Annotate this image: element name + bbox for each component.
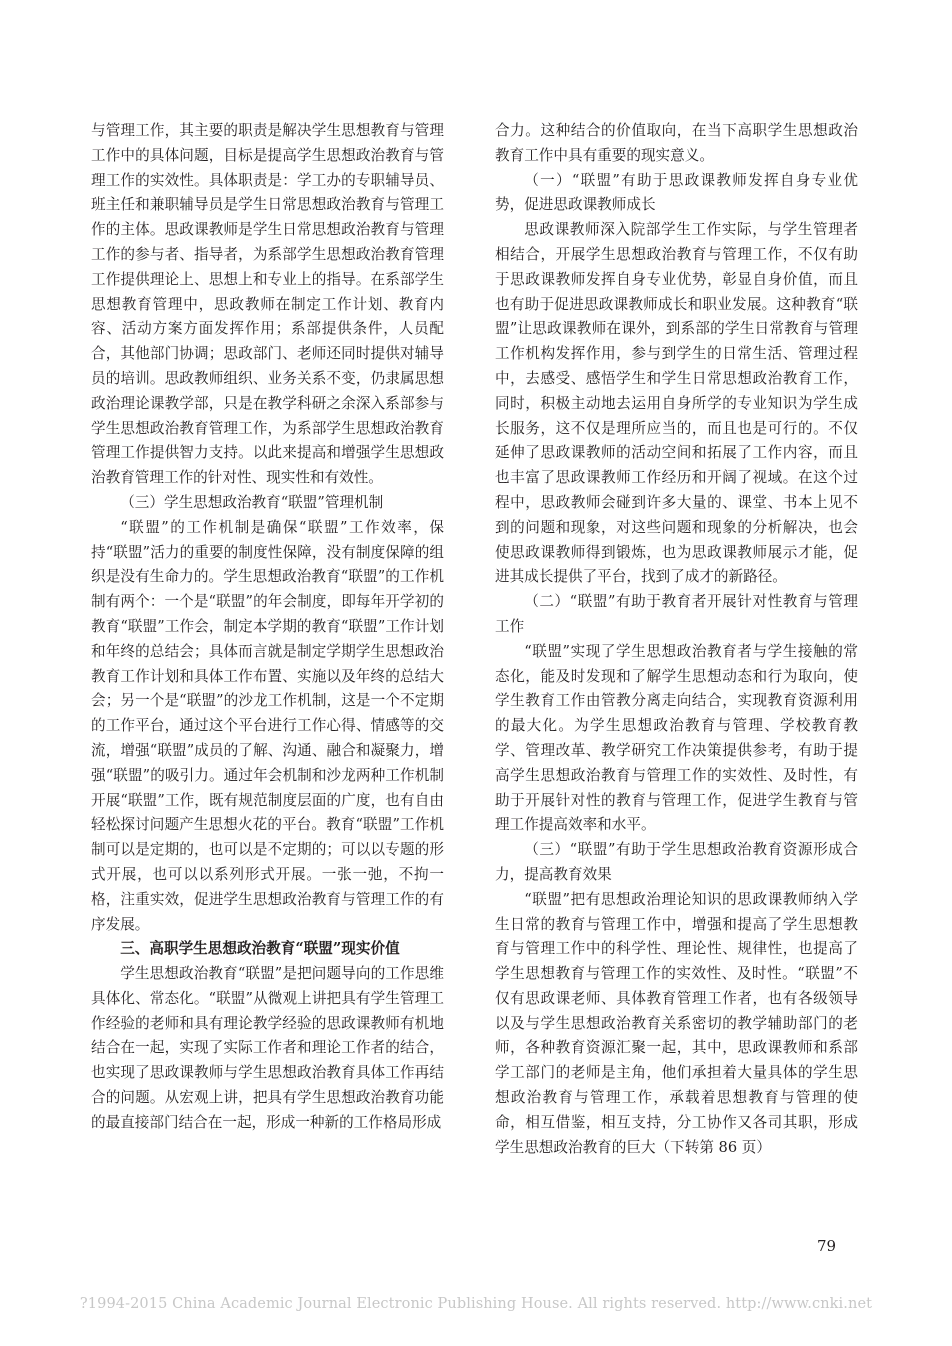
left-column <box>91 119 444 1136</box>
right-column <box>495 119 858 1160</box>
paragraph: “联盟”把有思想政治理论知识的思政课教师纳入学生日常的教育与管理工作中，增强和提高了学生思想教育与管理工作中的科学性、理论性、规律性，也提高了学生思想教育与管理工作的实效性、及时性。“联盟”不仅有思政课老师、具体教育管理工作者，也有各级领导以及与学生思想政治教育关系密切的教学辅助部门的老师，各种教育资源汇聚一起，其中，思政课教师和系部学工部门的老师是主角，他们承担着大量具体的学生思想政治教育与管理工作，承载着思想教育与管理的使命，相互借鉴，相互支持，分工协作又各司其职，形成学生思想政治教育的巨大（下转第 86 页） <box>495 890 858 1156</box>
page-number: 79 <box>817 1237 837 1255</box>
subheading: （三）“联盟”有助于学生思想政治教育资源形成合力，提高教育效果 <box>495 841 858 883</box>
paragraph: “联盟”实现了学生思想政治教育者与学生接触的常态化，能及时发现和了解学生思想动态和行为取向，使学生教育工作由管教分离走向结合，实现教育资源利用的最大化。为学生思想政治教育与管理、学校教育教学、管理改革、教学研究工作决策提供参考，有助于提高学生思想政治教育与管理工作的实效性、及时性，有助于开展针对性的教育与管理工作，促进学生教育与管理工作提高效率和水平。 <box>495 642 858 834</box>
section-heading: 三、高职学生思想政治教育“联盟”现实价值 <box>120 940 400 958</box>
paragraph: 与管理工作，其主要的职责是解决学生思想教育与管理工作中的具体问题，目标是提高学生思想政治教育与管理工作的实效性。具体职责是：学工办的专职辅导员、班主任和兼职辅导员是学生日常思想政治教育与管理工作的主体。思政课教师是学生日常思想政治教育与管理工作的参与者、指导者，为系部学生思想政治教育管理工作提供理论上、思想上和专业上的指导。在系部学生思想教育管理中，思政教师在制定工作计划、教育内容、活动方案方面发挥作用；系部提供条件，人员配合，其他部门协调；思政部门、老师还同时提供对辅导员的培训。思政教师组织、业务关系不变，仍隶属思想政治理论课教学部，只是在教学科研之余深入系部参与学生思想政治教育管理工作，为系部学生思想政治教育管理工作提供智力支持。以此来提高和增强学生思想政治教育管理工作的针对性、现实性和有效性。 <box>91 122 444 487</box>
paragraph: 思政课教师深入院部学生工作实际，与学生管理者相结合，开展学生思想政治教育与管理工作，不仅有助于思政课教师发挥自身专业优势，彰显自身价值，而且也有助于促进思政课教师成长和职业发展。这种教育“联盟”让思政课教师在课外，到系部的学生日常教育与管理工作机构发挥作用，参与到学生的日常生活、管理过程中，去感受、感悟学生和学生日常思想政治教育工作，同时，积极主动地去运用自身所学的专业知识为学生成长服务，这不仅是理所应当的，而且也是可行的。不仅延伸了思政课教师的活动空间和拓展了工作内容，而且也丰富了思政课教师工作经历和开阔了视域。在这个过程中，思政教师会碰到许多大量的、课堂、书本上见不到的问题和现象，对这些问题和现象的分析解决，也会使思政课教师得到锻炼，也为思政课教师展示才能，促进其成长提供了平台，找到了成才的新路径。 <box>495 221 858 586</box>
subheading: （二）“联盟”有助于教育者开展针对性教育与管理工作 <box>495 593 858 635</box>
subheading: （一）“联盟”有助于思政课教师发挥自身专业优势，促进思政课教师成长 <box>495 171 858 214</box>
footer-copyright: ?1994-2015 China Academic Journal Electronic Publishing House. All rights reserved. http://www.cnki.net <box>79 1296 873 1312</box>
paragraph: “联盟”的工作机制是确保“联盟”工作效率，保持“联盟”活力的重要的制度性保障，没有制度保障的组织是没有生命力的。学生思想政治教育“联盟”的工作机制有两个：一个是“联盟”的年会制度，即每年开学初的教育“联盟”工作会，制定本学期的教育“联盟”工作计划和年终的总结会；具体而言就是制定学期学生思想政治教育工作计划和具体工作布置、实施以及年终的总结大会；另一个是“联盟”的沙龙工作机制，这是一个不定期的工作平台，通过这个平台进行工作心得、情感等的交流，增强“联盟”成员的了解、沟通、融合和凝聚力，增强“联盟”的吸引力。通过年会机制和沙龙两种工作机制开展“联盟”工作，既有规范制度层面的广度，也有自由轻松探讨问题产生思想火花的平台。教育“联盟”工作机制可以是定期的，也可以是不定期的；可以以专题的形式开展，也可以以系列形式开展。一张一弛，不拘一格，注重实效，促进学生思想政治教育与管理工作的有序发展。 <box>91 518 444 933</box>
paragraph: 学生思想政治教育“联盟”是把问题导向的工作思维具体化、常态化。“联盟”从微观上讲把具有学生管理工作经验的老师和具有理论教学经验的思政课教师有机地结合在一起，实现了实际工作者和理论工作者的结合，也实现了思政课教师与学生思想政治教育具体工作再结合的问题。从宏观上讲，把具有学生思想政治教育功能的最直接部门结合在一起，形成一种新的工作格局形成 <box>91 965 444 1131</box>
subheading: （三）学生思想政治教育“联盟”管理机制 <box>120 493 384 511</box>
paragraph: 合力。这种结合的价值取向，在当下高职学生思想政治教育工作中具有重要的现实意义。 <box>495 122 858 164</box>
